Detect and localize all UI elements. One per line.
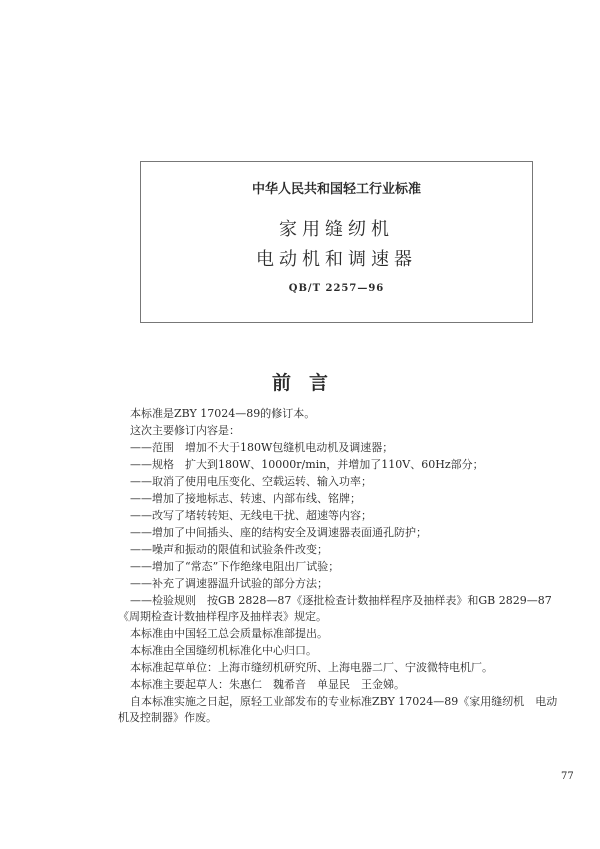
foreword-line: 本标准是ZBY 17024—89的修订本。 [130,407,316,420]
foreword-line: ——增加了接地标志、转速、内部布线、铭牌； [130,492,361,505]
foreword-line: ——增加了“常态”下作绝缘电阻出厂试验； [130,560,340,573]
foreword-line: ——检验规则 按GB 2828—87《逐批检查计数抽样程序及抽样表》和GB 2829—87 [130,594,552,607]
foreword-line: 自本标准实施之日起，原轻工业部发布的专业标准ZBY 17024—89《家用缝纫机 电动 [130,695,558,708]
title-line-1: 家用缝纫机 [279,219,394,240]
foreword-heading: 前言 [271,372,346,394]
foreword-line: ——增加了中间插头、座的结构安全及调速器表面通孔防护； [130,526,427,539]
issuing-authority: 中华人民共和国轻工行业标准 [251,182,421,197]
foreword-line: 本标准起草单位：上海市缝纫机研究所、上海电器二厂、宁波微特电机厂。 [130,661,493,674]
title-line-2: 电动机和调速器 [256,249,417,270]
foreword-line: 本标准主要起草人：朱惠仁 魏希音 单显民 王金娣。 [130,678,405,691]
page-number: 77 [561,771,574,782]
foreword-line: 《周期检查计数抽样程序及抽样表》规定。 [118,610,327,623]
foreword-line: ——补充了调速器温升试验的部分方法； [130,577,328,590]
foreword-line: ——改写了堵转转矩、无线电干扰、超速等内容； [130,509,372,522]
foreword-line: ——噪声和振动的限值和试验条件改变； [130,543,328,556]
foreword-line: 这次主要修订内容是： [130,424,240,437]
foreword-line: 本标准由中国轻工总会质量标准部提出。 [130,627,328,640]
foreword-line: ——取消了使用电压变化、空载运转、输入功率； [130,475,372,488]
foreword-line: ——范围 增加不大于180W包缝机电动机及调速器； [130,441,394,454]
foreword-line: 机及控制器》作废。 [118,711,217,724]
foreword-line: 本标准由全国缝纫机标准化中心归口。 [130,644,317,657]
standard-code: QB/T 2257—96 [288,283,385,294]
foreword-line: ——规格 扩大到180W、10000r/min，并增加了110V、60Hz部分； [130,458,484,471]
